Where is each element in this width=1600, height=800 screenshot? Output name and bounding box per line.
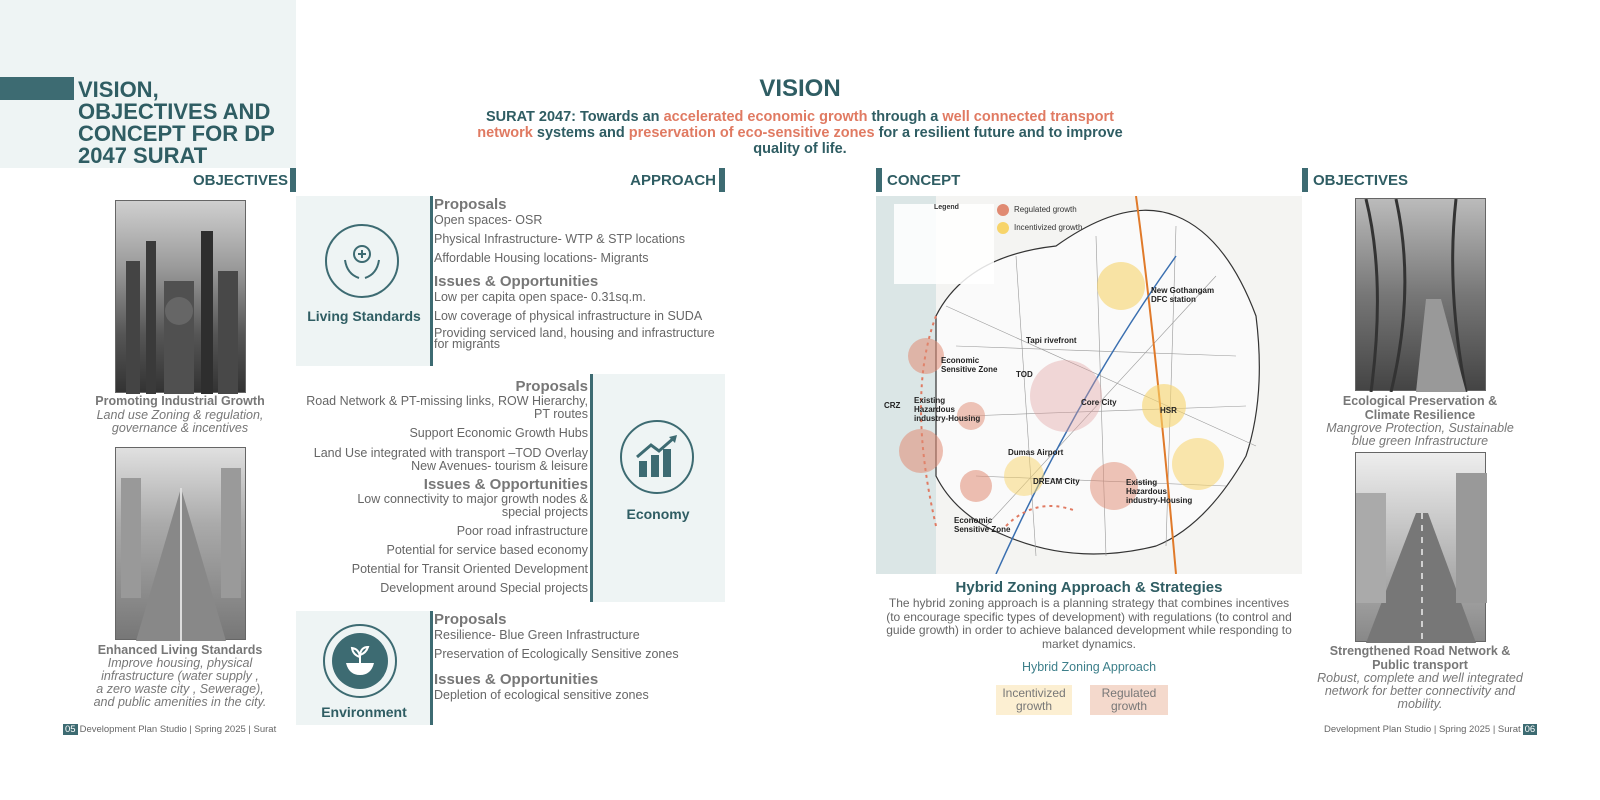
vision-statement: SURAT 2047: Towards an accelerated economic growth through a well connected transport network systems and preservation of eco-sensitive zones for a resilient future and to improve quality of life. bbox=[477, 109, 1123, 157]
map-label-crz: CRZ bbox=[884, 401, 901, 410]
map-label-dream: DREAM City bbox=[1033, 477, 1080, 486]
vision-heading: VISION bbox=[759, 75, 841, 102]
map-legend-title: Legend bbox=[934, 204, 959, 211]
map-label-hazard2: Existing Hazardous industry-Housing bbox=[1126, 478, 1193, 505]
left-objectives-bar bbox=[290, 168, 296, 192]
industrial-skyline-icon bbox=[116, 201, 247, 394]
mangrove-photo bbox=[1355, 198, 1486, 391]
objective-living-desc: Improve housing, physical infrastructure (water supply , a zero waste city , Sewerage), and public amenities in the city. bbox=[93, 656, 267, 709]
objective-living-title: Enhanced Living Standards bbox=[97, 643, 263, 657]
page-title: VISION, OBJECTIVES AND CONCEPT FOR DP 2047 SURAT bbox=[78, 77, 275, 168]
living-circle bbox=[325, 224, 399, 298]
objective-road-desc: Robust, complete and well integrated network for better connectivity and mobility. bbox=[1317, 671, 1523, 711]
living-divider bbox=[430, 196, 433, 366]
hybrid-title: Hybrid Zoning Approach & Strategies bbox=[955, 579, 1223, 596]
map-label-dumas: Dumas Airport bbox=[1008, 448, 1064, 457]
mangrove-boardwalk-icon bbox=[1356, 199, 1487, 392]
objective-road-title: Strengthened Road Network & Public transport bbox=[1329, 644, 1511, 672]
objective-industrial-title: Promoting Industrial Growth bbox=[95, 394, 265, 408]
environment-divider bbox=[430, 611, 433, 725]
road-photo bbox=[1355, 452, 1486, 642]
map-label-tapi: Tapi rivefront bbox=[1026, 336, 1077, 345]
economy-circle bbox=[620, 420, 694, 494]
page-number-right: 06 bbox=[1524, 724, 1536, 735]
living-label: Living Standards bbox=[307, 308, 421, 324]
economy-text: Proposals Road Network & PT-missing links, ROW Hierarchy, PT routes Support Economic Growth Hubs Land Use integrated with transport –TOD Overlay New Avenues- tourism & leisure Issues & Opportunities Low connectivity to major growth nodes & special projects Poor road infrastructure Potential for service based economy Potential for Transit Oriented Development Development around Special projects bbox=[306, 378, 588, 595]
environment-label: Environment bbox=[321, 704, 407, 720]
objective-ecology-desc: Mangrove Protection, Sustainable blue green Infrastructure bbox=[1326, 421, 1514, 448]
hybrid-sub: Hybrid Zoning Approach bbox=[1021, 660, 1157, 674]
concept-bar bbox=[876, 168, 882, 192]
objective-industrial-desc: Land use Zoning & regulation, governance & incentives bbox=[96, 408, 264, 435]
concept-heading: CONCEPT bbox=[887, 172, 961, 189]
page-number-left: 05 bbox=[65, 724, 76, 735]
economy-label: Economy bbox=[626, 506, 690, 522]
map-legend-incentivized: Incentivized growth bbox=[1014, 223, 1083, 232]
map-label-tod: TOD bbox=[1016, 370, 1033, 379]
map-label-hazard1: Existing Hazardous industry-Housing bbox=[914, 396, 981, 423]
right-objectives-bar bbox=[1302, 168, 1308, 192]
incentivized-box: Incentivized growth bbox=[996, 685, 1072, 715]
industrial-photo bbox=[115, 200, 246, 393]
living-text: Proposals Open spaces- OSR Physical Infrastructure- WTP & STP locations Affordable Housing locations- Migrants Issues & Opportunities Low per capita open space- 0.31sq.m. Low coverage of physical infrastructure in SUDA Providing serviced land, housing and infrastructure for migrants bbox=[434, 196, 715, 351]
hybrid-desc: The hybrid zoning approach is a planning strategy that combines incentives (to encourage specific types of development) with regulations (to control and guide growth) in order to achieve balanced development while responding to market dynamics. bbox=[886, 596, 1292, 651]
map-label-hsr: HSR bbox=[1160, 406, 1177, 415]
city-street-icon bbox=[116, 448, 247, 641]
surat-map-icon bbox=[876, 196, 1302, 574]
caring-hands-icon bbox=[339, 238, 385, 284]
economy-divider bbox=[590, 374, 593, 602]
concept-map bbox=[876, 196, 1302, 574]
right-objectives-heading: OBJECTIVES bbox=[1313, 172, 1409, 189]
road-network-icon bbox=[1356, 453, 1487, 643]
map-label-eco1: Economic Sensitive Zone bbox=[941, 356, 998, 374]
map-legend-regulated: Regulated growth bbox=[1014, 205, 1077, 214]
environment-circle bbox=[323, 624, 397, 698]
title-accent-bar bbox=[0, 77, 74, 100]
city-photo bbox=[115, 447, 246, 640]
map-label-core: Core City bbox=[1081, 398, 1117, 407]
footer-left: 05 Development Plan Studio | Spring 2025 | Surat bbox=[65, 724, 277, 735]
regulated-box: Regulated growth bbox=[1090, 685, 1168, 715]
plant-hands-icon bbox=[342, 643, 378, 679]
footer-right: Development Plan Studio | Spring 2025 | Surat 06 bbox=[1324, 724, 1536, 735]
map-label-eco2: Economic Sensitive Zone bbox=[954, 516, 1011, 534]
left-objectives-heading: OBJECTIVES bbox=[192, 172, 288, 189]
objective-ecology-title: Ecological Preservation & Climate Resilience bbox=[1342, 394, 1498, 422]
map-label-gothangam: New Gothangam DFC station bbox=[1151, 286, 1215, 304]
environment-text: Proposals Resilience- Blue Green Infrastructure Preservation of Ecologically Sensitive zones Issues & Opportunities Depletion of ecological sensitive zones bbox=[434, 611, 679, 702]
approach-heading: APPROACH bbox=[630, 172, 716, 189]
approach-bar bbox=[719, 168, 725, 192]
growth-chart-icon bbox=[633, 435, 681, 479]
